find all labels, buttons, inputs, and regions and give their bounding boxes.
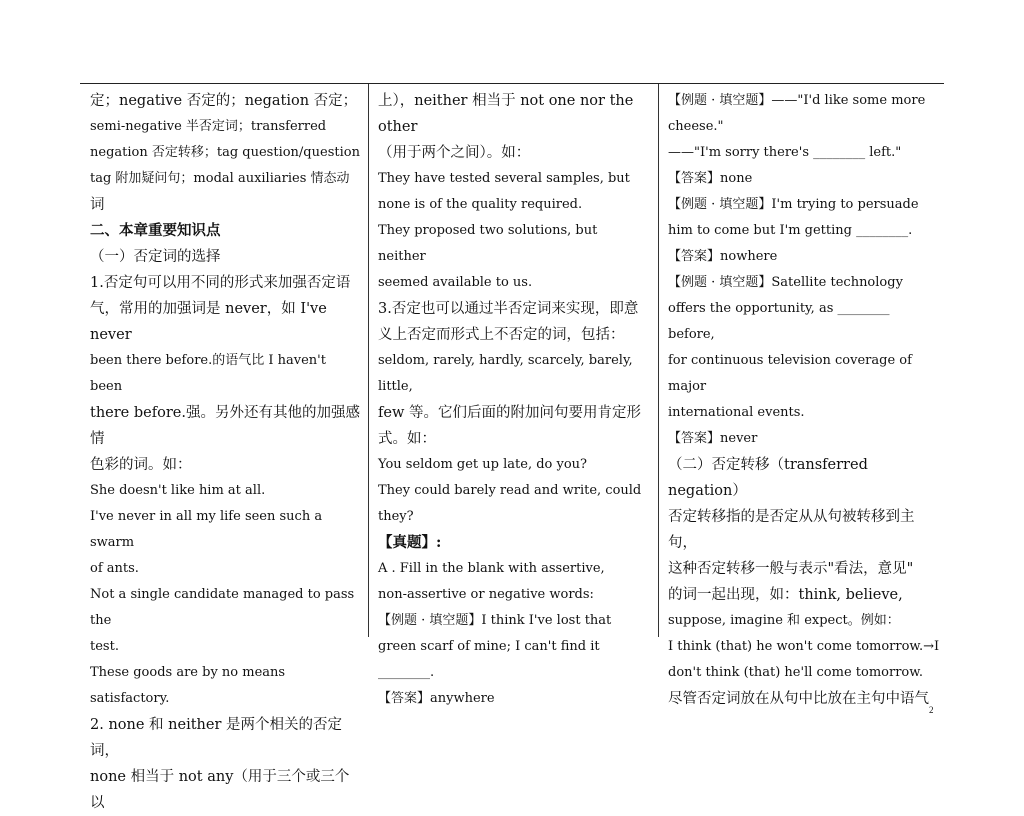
exam-label: 【真题】:	[378, 534, 442, 551]
answer-line: 【答案】nowhere	[668, 249, 778, 264]
column-divider-2	[658, 84, 659, 637]
example-line: none is of the quality required.	[378, 197, 583, 212]
section-heading: 二、本章重要知识点	[90, 222, 221, 239]
text-line: A . Fill in the blank with assertive,	[378, 561, 605, 576]
example-line: She doesn't like him at all.	[90, 483, 266, 498]
text-line: 否定转移指的是否定从从句被转移到主句，	[668, 509, 915, 551]
subsection-heading: （一）否定词的选择	[90, 249, 221, 265]
text-line: 尽管否定词放在从句中比放在主句中语气	[668, 691, 929, 707]
exercise-line: cheese."	[668, 119, 724, 134]
text-line: non-assertive or negative words:	[378, 587, 594, 602]
exercise-line: 【例题 · 填空题】Satellite technology	[668, 275, 903, 290]
example-line: Not a single candidate managed to pass the	[90, 587, 355, 628]
text-line: 上），neither 相当于 not one nor the other	[378, 93, 634, 135]
column-2	[378, 88, 648, 712]
example-line: they?	[378, 509, 414, 524]
answer-line: 【答案】none	[668, 171, 753, 186]
subsection-heading: （二）否定转移（transferred negation）	[668, 457, 868, 499]
text-line: suppose, imagine 和 expect。例如：	[668, 613, 900, 628]
example-line: You seldom get up late, do you?	[378, 457, 587, 472]
answer-line: 【答案】never	[668, 431, 758, 446]
text-line: been there before.的语气比 I haven't been	[90, 353, 326, 394]
example-line: They proposed two solutions, but neither	[378, 223, 598, 264]
text-line: tag 附加疑问句；modal auxiliaries 情态动	[90, 171, 350, 186]
exercise-line: ——"I'm sorry there's ________ left."	[668, 145, 902, 160]
text-line: few 等。它们后面的附加问句要用肯定形	[378, 405, 641, 421]
text-line: semi-negative 半否定词；transferred	[90, 119, 327, 134]
text-line: 的词一起出现，如：think, believe,	[668, 587, 903, 603]
text-line: 词	[90, 197, 105, 213]
exercise-line: 【例题 · 填空题】——"I'd like some more	[668, 93, 926, 108]
example-line: They could barely read and write, could	[378, 483, 642, 498]
example-line: don't think (that) he'll come tomorrow.	[668, 665, 923, 680]
text-line: 气，常用的加强词是 never，如 I've never	[90, 301, 327, 343]
example-line: seemed available to us.	[378, 275, 533, 290]
text-line: 3.否定也可以通过半否定词来实现，即意	[378, 301, 639, 317]
text-line: 1.否定句可以用不同的形式来加强否定语	[90, 275, 351, 291]
answer-line: 【答案】anywhere	[378, 691, 495, 706]
top-rule	[80, 83, 944, 84]
text-line: 定；negative 否定的；negation 否定；	[90, 93, 358, 109]
column-1	[90, 88, 360, 816]
exercise-line: for continuous television coverage of major	[668, 353, 912, 394]
text-line: seldom, rarely, hardly, scarcely, barely, little,	[378, 353, 633, 394]
example-line: of ants.	[90, 561, 139, 576]
exercise-line: international events.	[668, 405, 805, 420]
exercise-line: offers the opportunity, as ________ before,	[668, 301, 890, 342]
exercise-line: green scarf of mine; I can't find it ________.	[378, 639, 600, 680]
exercise-line: 【例题 · 填空题】I think I've lost that	[378, 613, 612, 628]
example-line: I've never in all my life seen such a swarm	[90, 509, 323, 550]
example-line: test.	[90, 639, 119, 654]
text-line: negation 否定转移；tag question/question	[90, 145, 360, 160]
example-line: I think (that) he won't come tomorrow.→I	[668, 639, 940, 654]
text-line: 这种否定转移一般与表示"看法，意见"	[668, 561, 914, 577]
text-line: 式。如：	[378, 431, 436, 447]
column-divider-1	[368, 84, 369, 637]
page-number: 2	[929, 705, 934, 715]
text-line: （用于两个之间）。如：	[378, 145, 531, 161]
exercise-line: him to come but I'm getting ________.	[668, 223, 913, 238]
text-line: 色彩的词。如：	[90, 457, 192, 473]
text-line: 2. none 和 neither 是两个相关的否定词，	[90, 717, 342, 759]
example-line: They have tested several samples, but	[378, 171, 630, 186]
exercise-line: 【例题 · 填空题】I'm trying to persuade	[668, 197, 919, 212]
example-line: These goods are by no means satisfactory.	[90, 665, 286, 706]
text-line: there before.强。另外还有其他的加强感情	[90, 405, 360, 447]
column-3	[668, 88, 940, 712]
text-line: none 相当于 not any（用于三个或三个以	[90, 769, 350, 811]
text-line: 义上否定而形式上不否定的词，包括：	[378, 327, 625, 343]
